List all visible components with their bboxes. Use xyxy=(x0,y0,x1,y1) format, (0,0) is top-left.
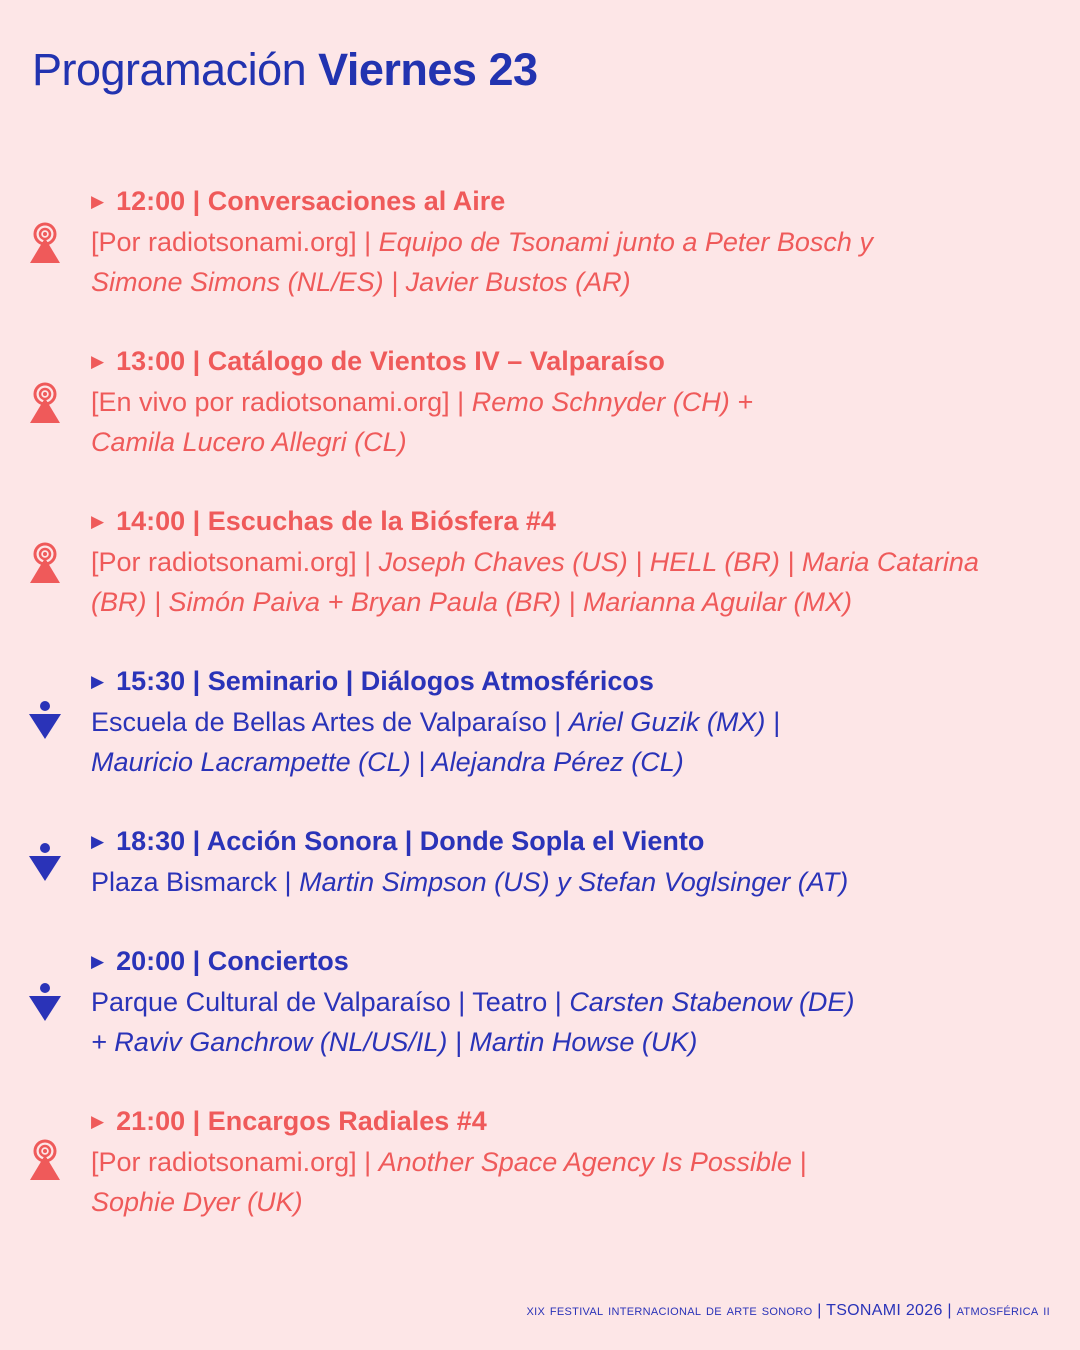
play-arrow-icon: ▶ xyxy=(91,832,105,851)
event-heading: ▶ 18:30 | Acción Sonora | Donde Sopla el Viento xyxy=(91,826,705,856)
event-details-line: Sophie Dyer (UK) xyxy=(91,1187,303,1217)
event-heading: ▶ 13:00 | Catálogo de Vientos IV – Valparaíso xyxy=(91,346,665,376)
event-item xyxy=(91,1101,1051,1222)
event-item xyxy=(91,821,1051,902)
title-bold: Viernes 23 xyxy=(318,44,538,95)
event-heading: ▶ 12:00 | Conversaciones al Aire xyxy=(91,186,506,216)
event-details-line: + Raviv Ganchrow (NL/US/IL) | Martin Howse (UK) xyxy=(91,1027,698,1057)
event-heading: ▶ 15:30 | Seminario | Diálogos Atmosféricos xyxy=(91,666,654,696)
person-pin-icon xyxy=(28,982,62,1022)
event-details-line: Escuela de Bellas Artes de Valparaíso | Ariel Guzik (MX) | xyxy=(91,707,780,737)
event-item xyxy=(91,661,1051,782)
footer-theme: atmosférica ii xyxy=(956,1302,1050,1319)
play-arrow-icon: ▶ xyxy=(91,672,105,691)
title-regular: Programación xyxy=(32,44,307,95)
play-arrow-icon: ▶ xyxy=(91,512,105,531)
radio-tower-icon xyxy=(28,382,62,424)
play-arrow-icon: ▶ xyxy=(91,192,105,211)
event-heading: ▶ 21:00 | Encargos Radiales #4 xyxy=(91,1106,487,1136)
event-details-line: [En vivo por radiotsonami.org] | Remo Schnyder (CH) + xyxy=(91,387,754,417)
person-pin-icon xyxy=(28,842,62,882)
radio-tower-icon xyxy=(28,1139,62,1181)
event-details-line: (BR) | Simón Paiva + Bryan Paula (BR) | Marianna Aguilar (MX) xyxy=(91,587,853,617)
event-item xyxy=(91,941,1051,1062)
event-details-line: Mauricio Lacrampette (CL) | Alejandra Pérez (CL) xyxy=(91,747,684,777)
event-details-line: [Por radiotsonami.org] | Joseph Chaves (US) | HELL (BR) | Maria Catarina xyxy=(91,547,979,577)
event-details-line: Simone Simons (NL/ES) | Javier Bustos (AR) xyxy=(91,267,631,297)
event-heading: ▶ 20:00 | Conciertos xyxy=(91,946,349,976)
footer-edition: TSONAMI 2026 xyxy=(826,1302,943,1319)
play-arrow-icon: ▶ xyxy=(91,1112,105,1131)
event-item xyxy=(91,181,1051,302)
footer-festival: xix festival internacional de arte sonoro xyxy=(526,1302,813,1319)
event-item xyxy=(91,501,1051,622)
radio-tower-icon xyxy=(28,542,62,584)
event-details-line: Camila Lucero Allegri (CL) xyxy=(91,427,407,457)
event-heading: ▶ 14:00 | Escuchas de la Biósfera #4 xyxy=(91,506,556,536)
event-item xyxy=(91,341,1051,462)
footer: xix festival internacional de arte sonoro | TSONAMI 2026 | atmosférica ii xyxy=(526,1302,1050,1319)
radio-tower-icon xyxy=(28,222,62,264)
event-details-line: Plaza Bismarck | Martin Simpson (US) y Stefan Voglsinger (AT) xyxy=(91,867,849,897)
event-details-line: [Por radiotsonami.org] | Another Space Agency Is Possible | xyxy=(91,1147,807,1177)
event-details-line: Parque Cultural de Valparaíso | Teatro | Carsten Stabenow (DE) xyxy=(91,987,855,1017)
play-arrow-icon: ▶ xyxy=(91,352,105,371)
person-pin-icon xyxy=(28,700,62,740)
page-title xyxy=(32,44,538,96)
play-arrow-icon: ▶ xyxy=(91,952,105,971)
event-details-line: [Por radiotsonami.org] | Equipo de Tsonami junto a Peter Bosch y xyxy=(91,227,873,257)
